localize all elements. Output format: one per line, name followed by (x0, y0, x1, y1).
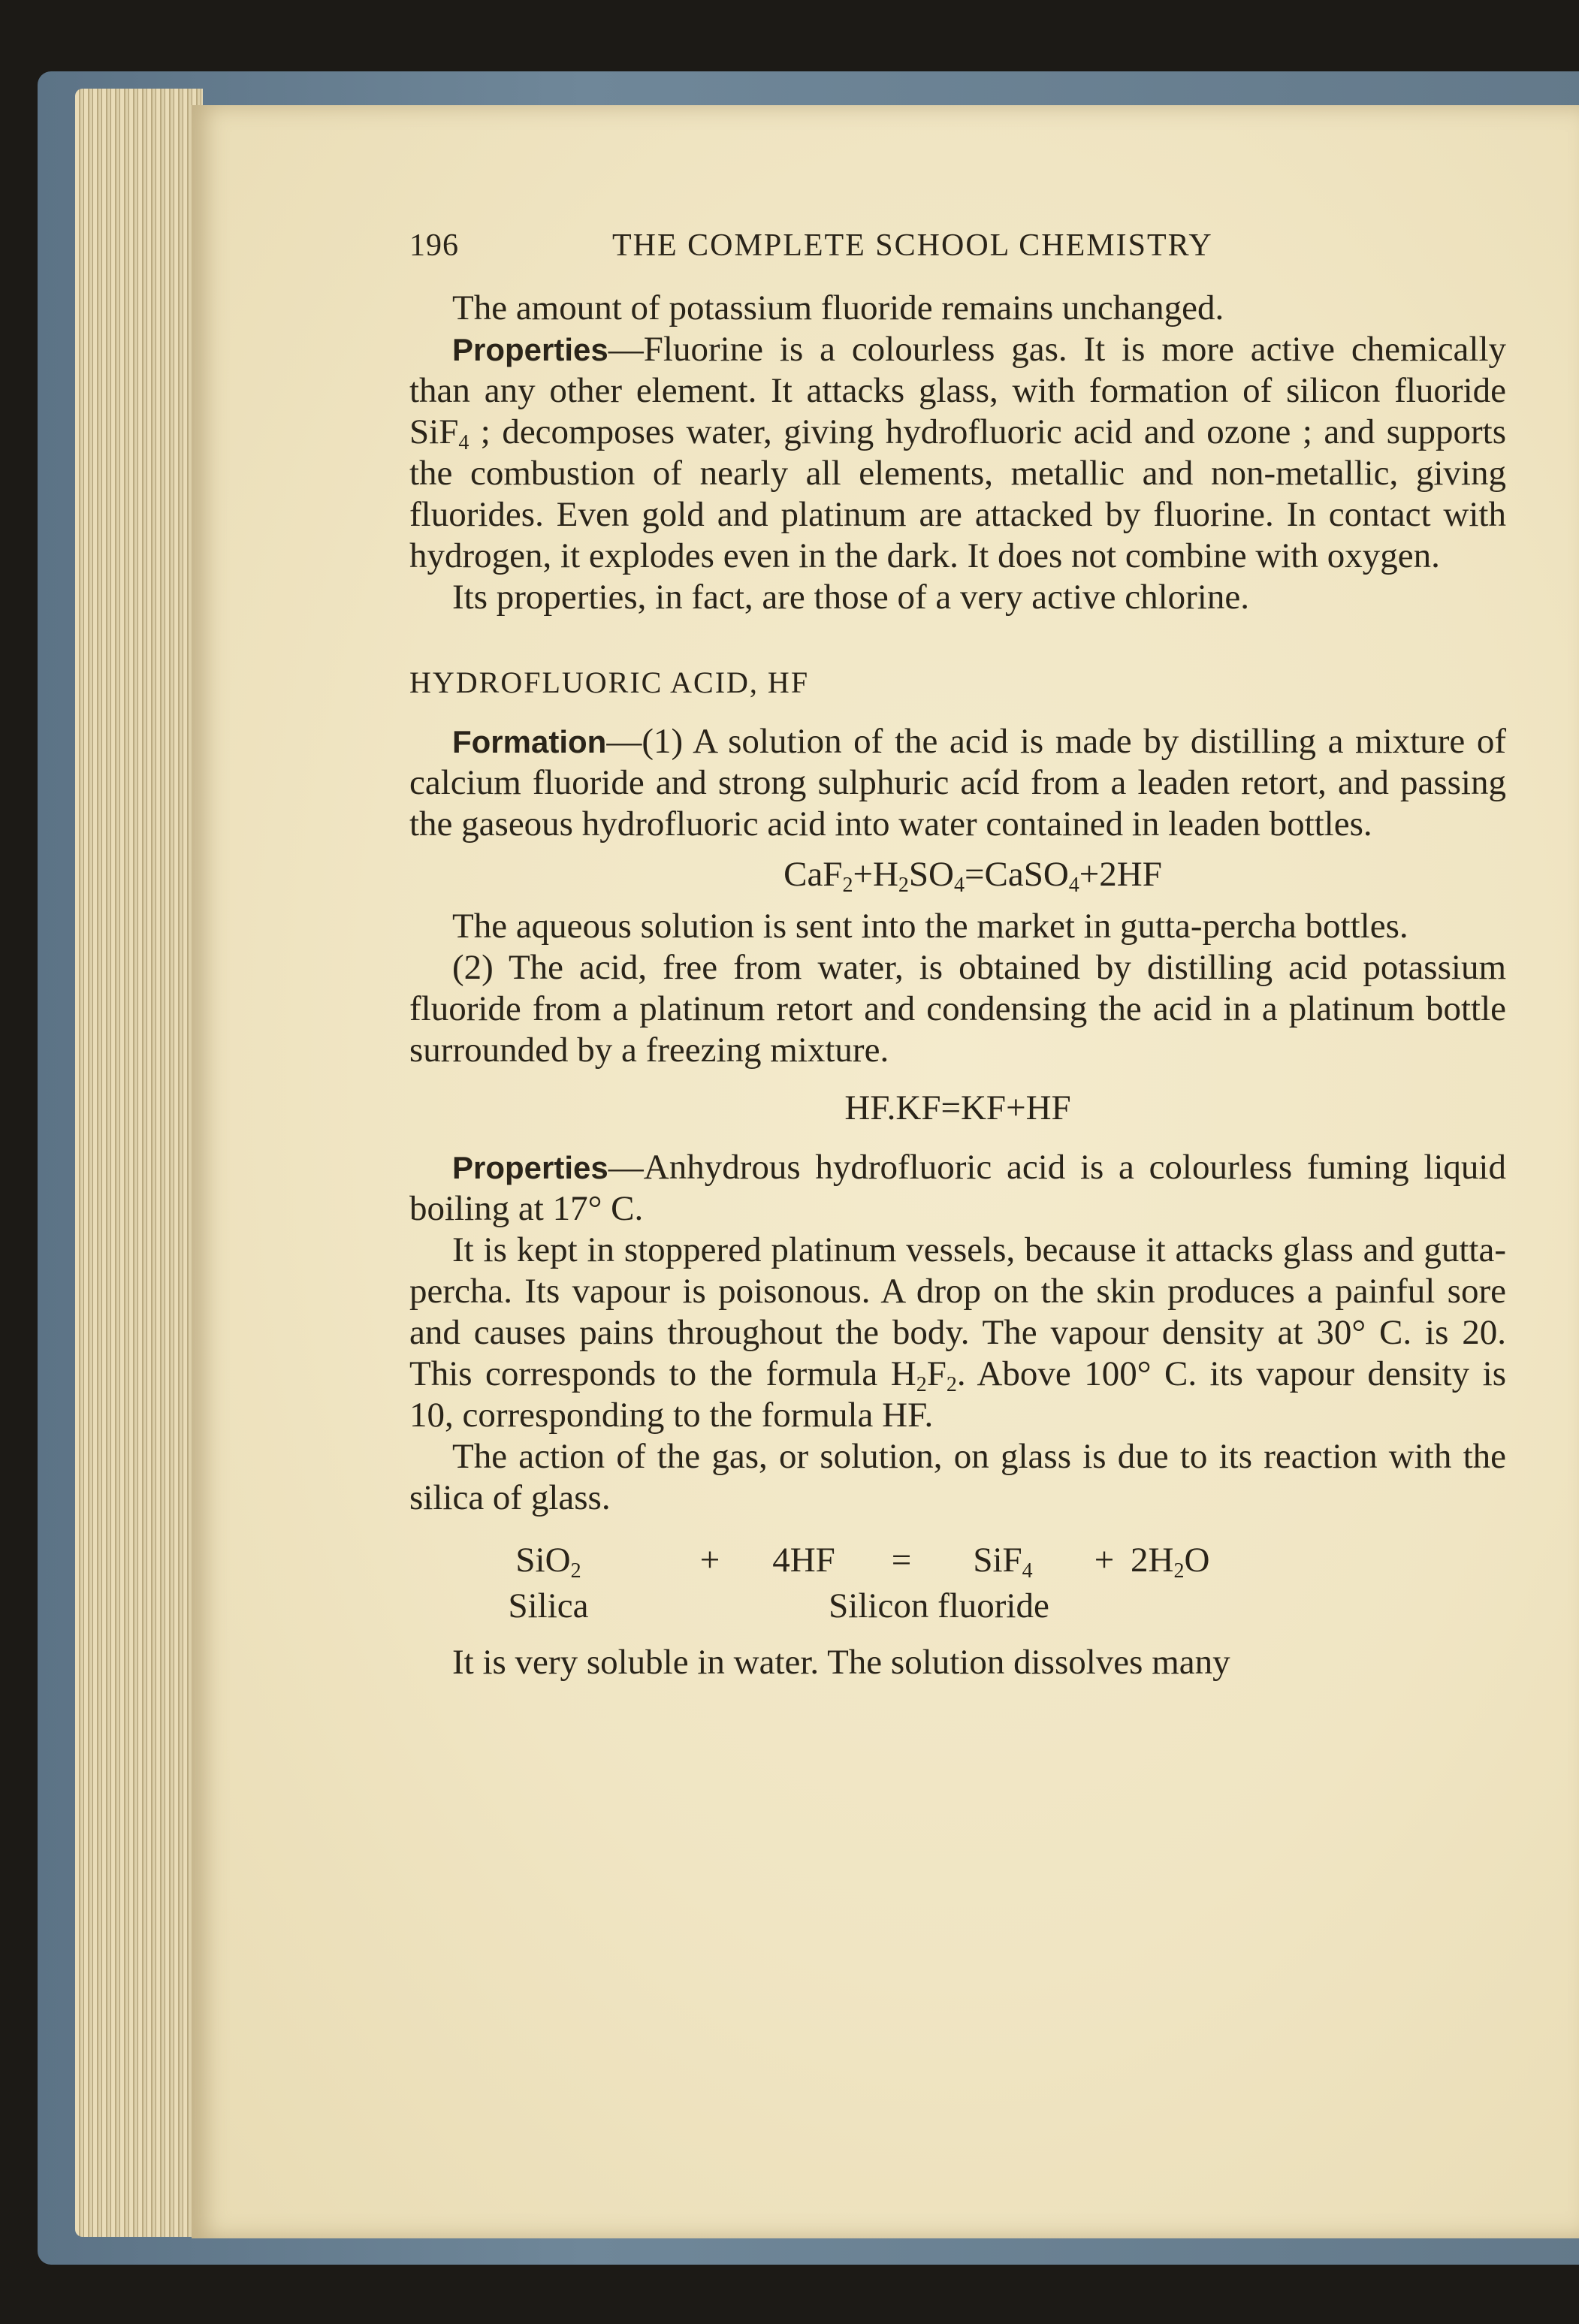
spacer (687, 1586, 777, 1627)
paragraph: The amount of potassium fluoride remains unchanged. (452, 288, 1224, 327)
eq-term: =CaSO (965, 855, 1069, 894)
page-text (409, 225, 1506, 1683)
subscript: 2 (898, 874, 909, 897)
eq-term: 2H (1131, 1541, 1174, 1580)
run-in-heading: Properties (452, 332, 608, 367)
chemical-equation: HF.KF=KF+HF (844, 1088, 1071, 1127)
page-number: 196 (409, 228, 459, 263)
eq-term: O (1184, 1541, 1210, 1580)
subscript: 4 (1022, 1559, 1033, 1583)
subscript: 2 (1173, 1559, 1185, 1583)
eq-term: SiF (973, 1541, 1022, 1580)
equation-silica (409, 1540, 1506, 1627)
paragraph-text: It is kept in stoppered platinum vessels, because it attacks glass and gutta-percha. Its vapour is poisonous. A drop on the skin produces a painful sore and causes pains throughout the body. The vapour density at 30° C. is 20. This corresponds to the formula H (409, 1230, 1506, 1393)
running-header (409, 225, 1506, 267)
eq-operator: = (891, 1541, 912, 1580)
paragraph: Its properties, in fact, are those of a very active chlorine. (452, 578, 1249, 617)
eq-term: +H (853, 855, 898, 894)
run-in-heading: Properties (452, 1150, 608, 1185)
equation-names-row (409, 1586, 1506, 1627)
section-heading: HYDROFLUORIC ACID, HF (409, 666, 810, 699)
eq-name-label: Silicon fluoride (829, 1586, 1049, 1625)
eq-term: +2HF (1079, 855, 1162, 894)
paragraph: The aqueous solution is sent into the market in gutta-percha bottles. (452, 907, 1408, 946)
paragraph-text: . Above 100° C. its vapour density is 10, corresponding to the formula HF. (409, 1354, 1506, 1435)
eq-operator: + (699, 1541, 720, 1580)
eq-term: SiO (515, 1541, 571, 1580)
subscript: 2 (946, 1373, 957, 1396)
eq-operator: + (1094, 1541, 1115, 1580)
subscript: 4 (954, 874, 965, 897)
paragraph-text: —(1) A solution of the acid is made by distilling a mixture of calcium fluoride and strong sulphuric acid from a leaden retort, and passing the gaseous hydrofluoric acid into water contained in leaden bottles. (409, 722, 1506, 844)
eq-water (1131, 1540, 1326, 1581)
run-in-heading: Formation (452, 724, 607, 759)
subscript: 4 (1068, 874, 1079, 897)
eq-term: SO (908, 855, 954, 894)
running-title: THE COMPLETE SCHOOL CHEMISTRY (612, 228, 1213, 263)
eq-silica (409, 1540, 687, 1581)
eq-name-label: Silica (508, 1586, 589, 1625)
subscript: 4 (458, 431, 469, 454)
chemical-equation (409, 854, 1506, 895)
page-edges (75, 89, 203, 2237)
subscript: 2 (570, 1559, 581, 1583)
paragraph-text: —Fluorine is a colourless gas. It is more active chemically than any other element. It attacks glass, with formation of silicon fluoride SiF (409, 330, 1506, 451)
eq-term: CaF (783, 855, 843, 894)
subscript: 2 (842, 874, 853, 897)
paragraph-properties-fluorine (409, 329, 1506, 577)
paragraph-text: —Anhydrous hydrofluoric acid is a colourless fuming liquid boiling at 17° C. (409, 1148, 1506, 1228)
paragraph: It is very soluble in water. The solution dissolves many (452, 1643, 1230, 1682)
paragraph: (2) The acid, free from water, is obtained by distilling acid potassium fluoride from a platinum retort and condensing the acid in a platinum bottle surrounded by a freezing mixture. (409, 948, 1506, 1070)
paragraph-properties-hf (409, 1147, 1506, 1230)
paragraph-text: ; decomposes water, giving hydrofluoric acid and ozone ; and supports the combustion of nearly all elements, metallic and non-metallic, giving fluorides. Even gold and platinum are attacked by fluorine. In contact with hydrogen, it explodes even in the dark. It does not combine with oxygen. (409, 412, 1506, 575)
paragraph: The action of the gas, or solution, on glass is due to its reaction with the silica of glass. (409, 1437, 1506, 1517)
eq-silicon-fluoride (928, 1540, 1078, 1581)
equation-row (409, 1540, 1506, 1581)
eq-term: 4HF (772, 1541, 835, 1580)
paragraph (409, 1230, 1506, 1436)
paragraph-formation (409, 721, 1506, 845)
paragraph-text: F (926, 1354, 946, 1393)
subscript: 2 (916, 1373, 927, 1396)
